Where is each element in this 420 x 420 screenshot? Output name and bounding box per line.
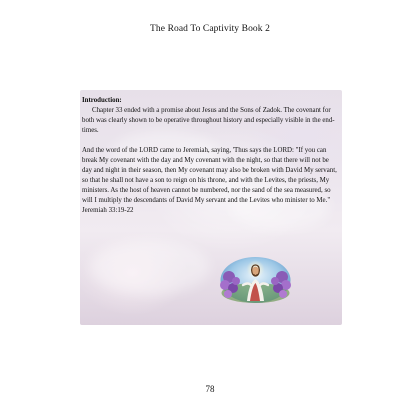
introduction-text: [82, 96, 340, 216]
scripture-quote: And the word of the LORD came to Jeremiah, saying, 'Thus says the LORD: "If you can break My covenant with the day and My covenant with the night, so that there will not be day and night in their season, then My covenant may also be broken with David My servant, so that he shall not have a son to reign on his throne, and with the Levites, the priests, My ministers. As the host of heaven cannot be numbered, nor the sand of the sea measured, so will I multiply the descendants of David My servant and the Levites who minister to Me.": [82, 147, 337, 204]
scripture-reference: Jeremiah 33:19-22: [82, 207, 134, 214]
running-header: The Road To Captivity Book 2: [150, 24, 270, 34]
background-cloud: [90, 240, 210, 295]
jesus-with-flowers-illustration-icon: [219, 255, 292, 305]
intro-paragraph: Chapter 33 ended with a promise about Jesus and the Sons of Zadok. The covenant for both was clearly shown to be operative throughout history and especially visible in the end-times.: [82, 107, 335, 134]
paragraph-gap: [82, 136, 340, 146]
introduction-panel: [80, 90, 342, 325]
introduction-heading: Introduction:: [82, 97, 122, 104]
page-number: 78: [205, 384, 215, 394]
